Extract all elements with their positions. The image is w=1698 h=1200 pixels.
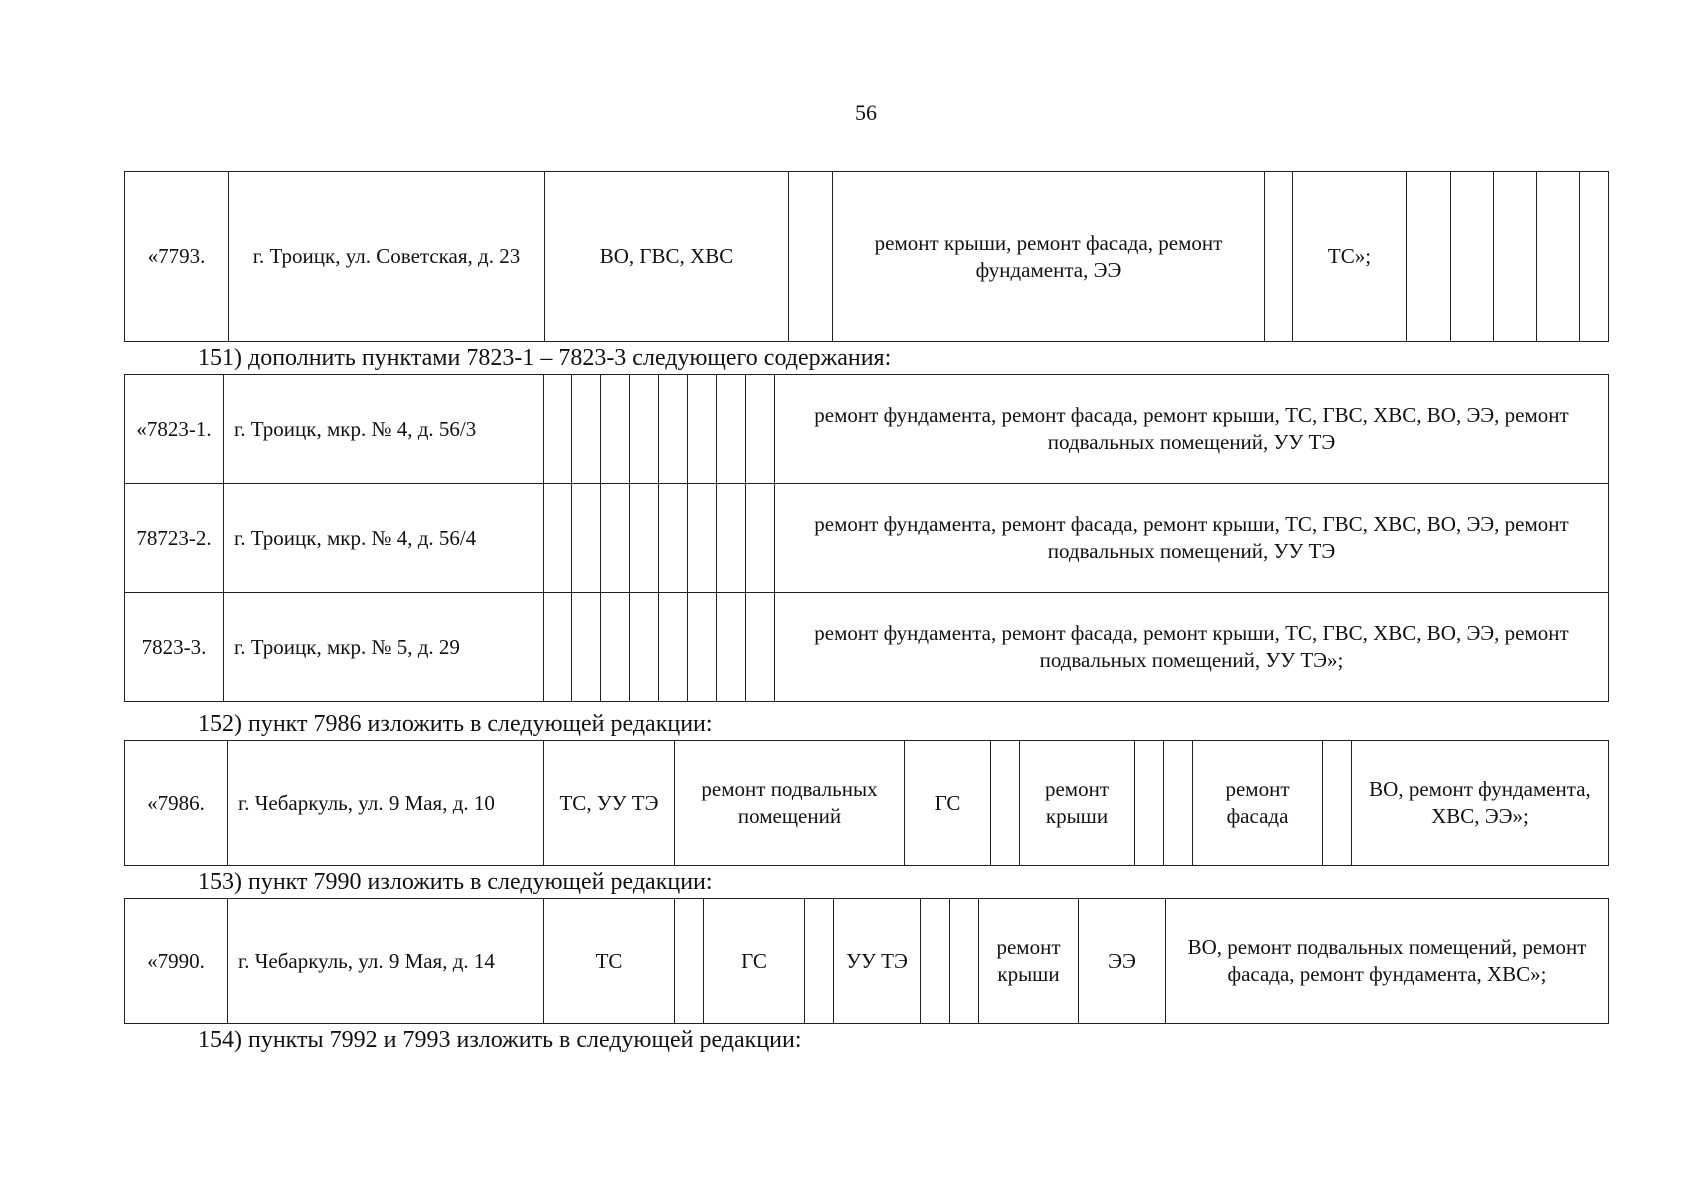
empty-cell (950, 899, 979, 1024)
item-number: «7793. (125, 172, 229, 342)
empty-cell (1494, 172, 1537, 342)
empty-cell (659, 375, 688, 484)
table-item-7793 (124, 171, 1609, 342)
table-row (125, 899, 1609, 1024)
empty-cell (601, 375, 630, 484)
work-cell: ГС (905, 741, 991, 866)
empty-cell (746, 375, 775, 484)
empty-cell (688, 375, 717, 484)
item-number: «7986. (125, 741, 228, 866)
empty-cell (544, 375, 572, 484)
item-address: г. Троицк, мкр. № 4, д. 56/4 (224, 484, 544, 593)
table-item-7986 (124, 740, 1609, 866)
work-cell: ТС, УУ ТЭ (544, 741, 675, 866)
item-address: г. Троицк, мкр. № 5, д. 29 (224, 593, 544, 702)
work-cell: ремонт фундамента, ремонт фасада, ремонт крыши, ТС, ГВС, ХВС, ВО, ЭЭ, ремонт подвальных помещений, УУ ТЭ (775, 484, 1609, 593)
work-cell: ТС»; (1293, 172, 1407, 342)
work-cell: ремонт фундамента, ремонт фасада, ремонт крыши, ТС, ГВС, ХВС, ВО, ЭЭ, ремонт подвальных помещений, УУ ТЭ»; (775, 593, 1609, 702)
empty-cell (789, 172, 833, 342)
work-cell: ремонт крыши (1020, 741, 1135, 866)
empty-cell (746, 484, 775, 593)
table-row (125, 172, 1609, 342)
empty-cell (717, 484, 746, 593)
empty-cell (630, 375, 659, 484)
table-items-7823 (124, 374, 1609, 702)
empty-cell (572, 484, 601, 593)
amendment-153: 153) пункт 7990 изложить в следующей редакции: (198, 869, 713, 895)
work-cell: ЭЭ (1079, 899, 1166, 1024)
table-row (125, 375, 1609, 484)
empty-cell (746, 593, 775, 702)
empty-cell (1451, 172, 1494, 342)
work-cell: ВО, ремонт фундамента, ХВС, ЭЭ»; (1352, 741, 1609, 866)
empty-cell (921, 899, 950, 1024)
empty-cell (1580, 172, 1609, 342)
empty-cell (1265, 172, 1293, 342)
work-cell: ремонт фасада (1193, 741, 1323, 866)
empty-cell (717, 593, 746, 702)
item-number: 78723-2. (125, 484, 224, 593)
empty-cell (544, 484, 572, 593)
empty-cell (1164, 741, 1193, 866)
table-row (125, 741, 1609, 866)
work-cell: ремонт крыши (979, 899, 1079, 1024)
empty-cell (675, 899, 704, 1024)
item-address: г. Чебаркуль, ул. 9 Мая, д. 10 (228, 741, 544, 866)
work-cell: ТС (544, 899, 675, 1024)
empty-cell (572, 375, 601, 484)
empty-cell (1537, 172, 1580, 342)
empty-cell (1323, 741, 1352, 866)
amendment-154: 154) пункты 7992 и 7993 изложить в следующей редакции: (198, 1027, 802, 1053)
empty-cell (688, 593, 717, 702)
empty-cell (1135, 741, 1164, 866)
empty-cell (688, 484, 717, 593)
amendment-151: 151) дополнить пунктами 7823-1 – 7823-3 следующего содержания: (198, 345, 892, 371)
empty-cell (659, 593, 688, 702)
item-address: г. Троицк, мкр. № 4, д. 56/3 (224, 375, 544, 484)
empty-cell (601, 593, 630, 702)
item-address: г. Троицк, ул. Советская, д. 23 (229, 172, 545, 342)
item-number: 7823-3. (125, 593, 224, 702)
work-cell: УУ ТЭ (834, 899, 921, 1024)
empty-cell (1407, 172, 1451, 342)
table-row (125, 484, 1609, 593)
empty-cell (601, 484, 630, 593)
page-number: 56 (855, 100, 877, 125)
empty-cell (991, 741, 1020, 866)
empty-cell (805, 899, 834, 1024)
empty-cell (544, 593, 572, 702)
work-cell: ремонт подвальных помещений (675, 741, 905, 866)
table-item-7990 (124, 898, 1609, 1024)
item-number: «7990. (125, 899, 228, 1024)
item-number: «7823-1. (125, 375, 224, 484)
empty-cell (659, 484, 688, 593)
amendment-152: 152) пункт 7986 изложить в следующей редакции: (198, 711, 713, 737)
work-cell: ВО, ремонт подвальных помещений, ремонт фасада, ремонт фундамента, ХВС»; (1166, 899, 1609, 1024)
empty-cell (717, 375, 746, 484)
work-cell: ГС (704, 899, 805, 1024)
work-cell: ВО, ГВС, ХВС (545, 172, 789, 342)
empty-cell (630, 593, 659, 702)
table-row (125, 593, 1609, 702)
empty-cell (630, 484, 659, 593)
work-cell: ремонт крыши, ремонт фасада, ремонт фундамента, ЭЭ (833, 172, 1265, 342)
work-cell: ремонт фундамента, ремонт фасада, ремонт крыши, ТС, ГВС, ХВС, ВО, ЭЭ, ремонт подвальных помещений, УУ ТЭ (775, 375, 1609, 484)
item-address: г. Чебаркуль, ул. 9 Мая, д. 14 (228, 899, 544, 1024)
empty-cell (572, 593, 601, 702)
